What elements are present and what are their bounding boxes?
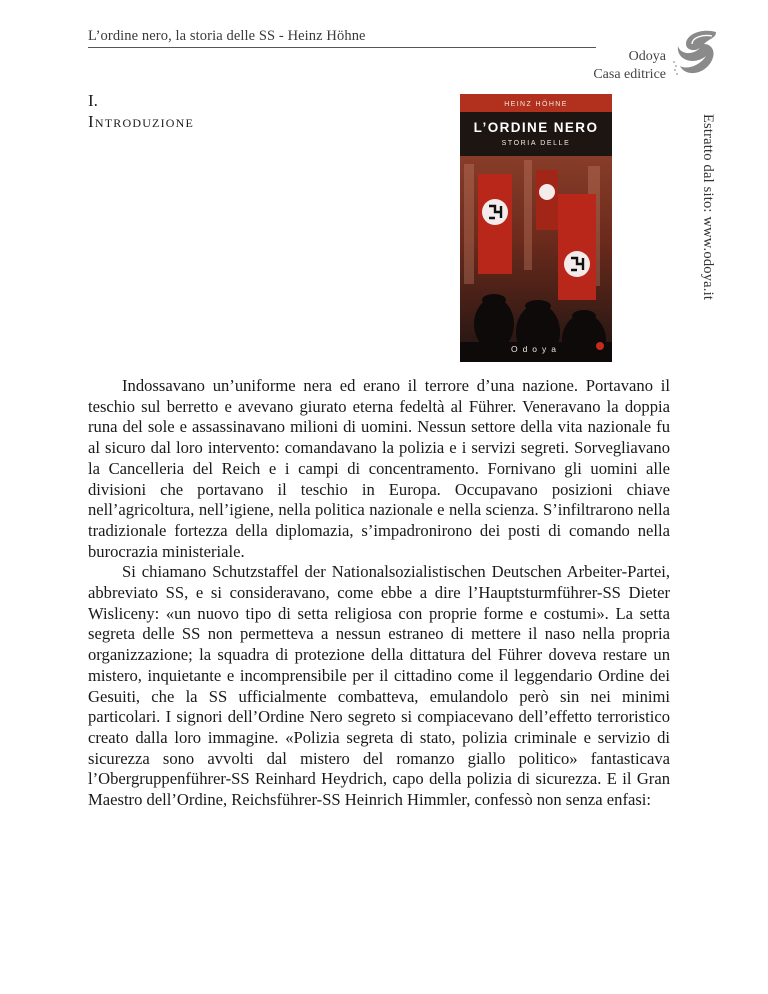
paragraph: Indossavano un’uniforme nera ed erano il terrore d’una nazione. Portavano il teschio sul berretto e avevano giurato eterna fedeltà al Führer. Veneravano la doppia runa del sole e assassinavano milioni di uomini. Nessun settore della vita nazionale fu al sicuro dal loro intervento: comandavano la polizia e i servizi segreti. Sorvegliavano la Cancelleria del Reich e i campi di concentramento. Fornivano gli uomini alle divisioni che portavano il teschio in Europa. Occupavano posizioni chiave nell’agricoltura, nell’igiene, nella politica nazionale e nella scienza. S’infiltrarono nella tradizionale fortezza della diplomazia, s’impadronirono dei posti di comando nella burocrazia ministeriale. [88,376,670,561]
chapter-number: I. [88,91,98,110]
source-side-note: Estratto dal sito: www.odoya.it [700,114,716,301]
publisher-name: Odoya [628,49,666,64]
running-header: L’ordine nero, la storia delle SS - Heinz Höhne [88,28,366,44]
header-rule [88,47,596,48]
chapter-heading [88,90,194,132]
chapter-title: Introduzione [88,112,195,131]
body-text [88,376,670,811]
cover-title: L’ORDINE NERO [473,120,599,135]
publisher-subtitle: Casa editrice [593,67,666,82]
book-cover-image [460,94,612,362]
cover-publisher: Odoya [510,344,562,354]
cover-author: HEINZ HÖHNE [504,101,568,108]
paragraph: Si chiamano Schutzstaffel der Nationalsozialistischen Deutschen Arbeiter-Partei, abbreviato SS, e si consideravano, come ebbe a dire l’Hauptsturmführer-SS Dieter Wisliceny: «un nuovo tipo di setta religiosa con proprie forme e costumi». La setta segreta delle SS non permetteva a nessun estraneo di mettere il naso nella propria organizzazione; la squadra di protezione della dittatura del Führer doveva restare un mistero, inquietante e incomprensibile per il cittadino come il leggendario Ordine dei Gesuiti, che la SS ufficialmente combatteva, emulandolo però sin nei minimi particolari. I signori dell’Ordine Nero segreto si compiacevano dell’effetto terroristico creato dalla loro immagine. «Polizia segreta di stato, polizia criminale e servizio di sicurezza sono avvolti dal mistero del romanzo giallo politico» fantasticava l’Obergruppenführer-SS Reinhard Heydrich, capo della polizia di sicurezza. E il Gran Maestro dell’Ordine, Reichsführer-SS Heinrich Himmler, confessò non senza enfasi: [88,562,670,810]
publisher-block [593,48,666,84]
cover-subtitle: STORIA DELLE [501,140,571,147]
publisher-logo-icon [672,26,720,86]
